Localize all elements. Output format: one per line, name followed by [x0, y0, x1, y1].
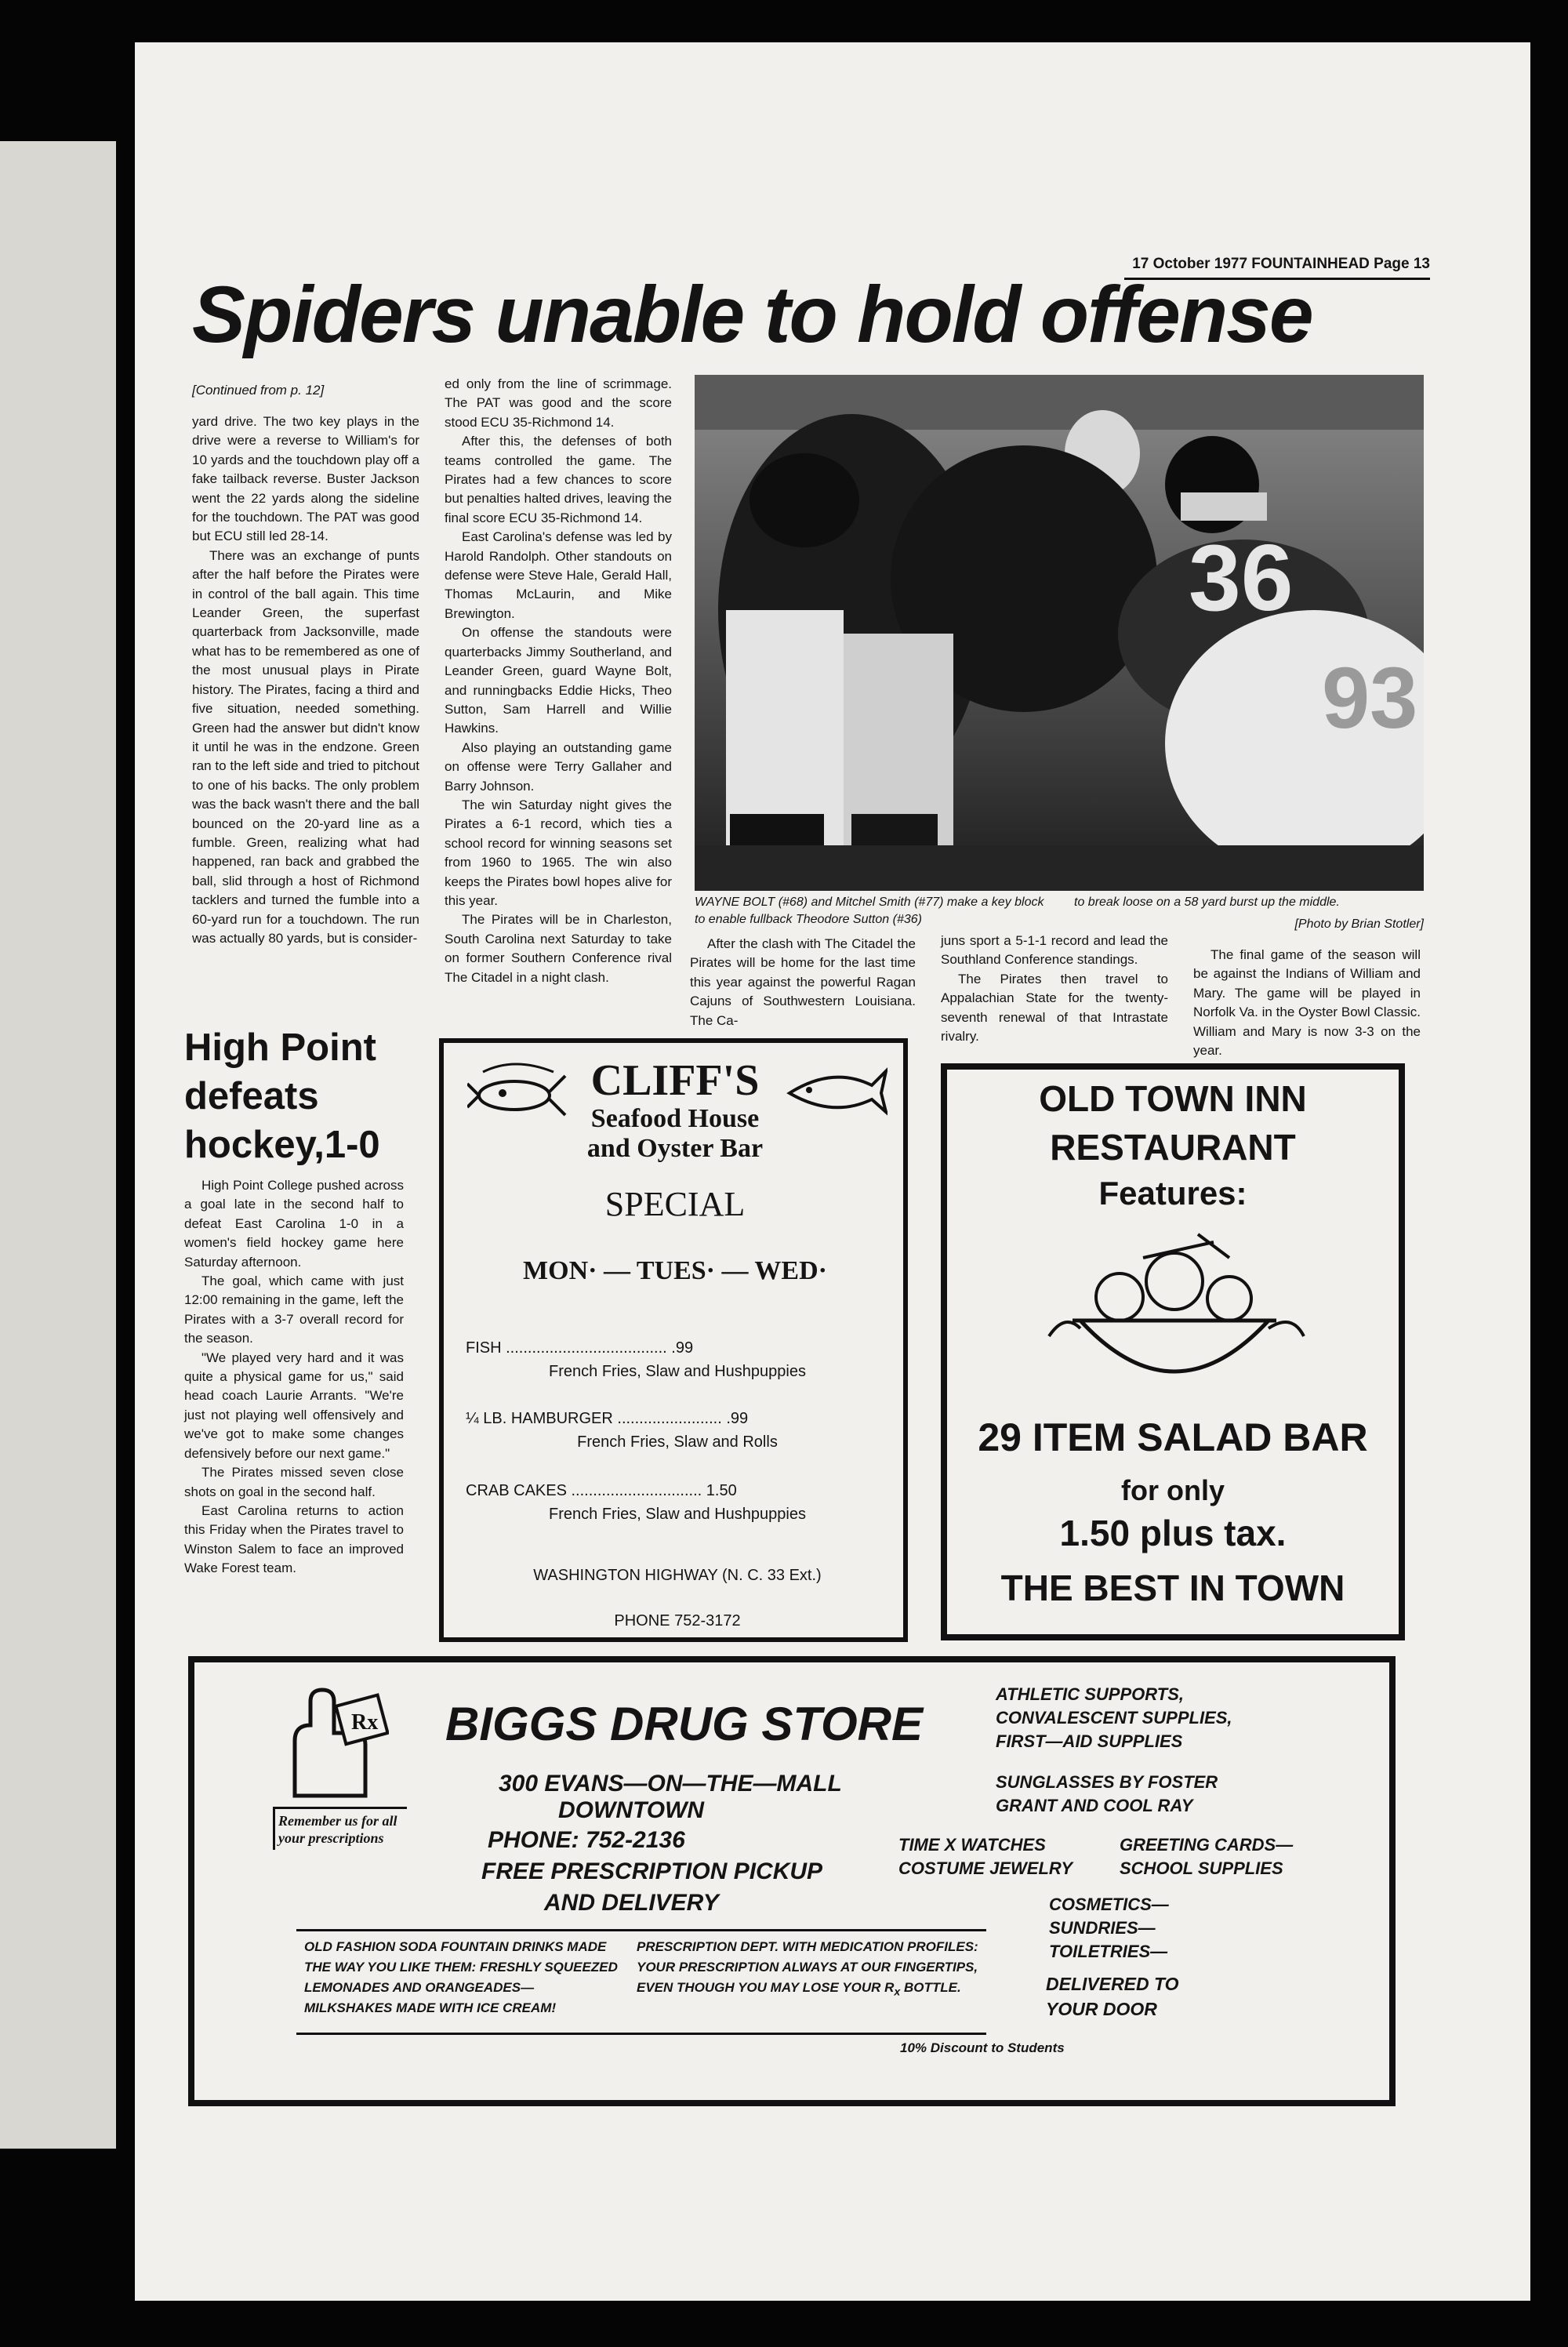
photo-caption-left: WAYNE BOLT (#68) and Mitchel Smith (#77) make a key block to enable fullback Theodore Sutton (#36)	[695, 896, 1044, 926]
cliffs-address: WASHINGTON HIGHWAY (N. C. 33 Ext.)	[533, 1567, 822, 1584]
profiles-text-end: BOTTLE.	[900, 1980, 961, 1995]
cliffs-name: CLIFF'S	[590, 1056, 760, 1105]
story-paragraph: On offense the standouts were quarterbacks Jimmy Southerland, and Leander Green, guard Wayne Bolt, and runningbacks Eddie Hicks, Theo Sutton, Sam Harrell and Willie Hawkins.	[445, 625, 672, 736]
biggs-address1: 300 EVANS—ON—THE—MALL	[499, 1771, 842, 1797]
menu-item-fish	[466, 1339, 889, 1357]
profiles-text: PRESCRIPTION DEPT. WITH MEDICATION PROFILES: YOUR PRESCRIPTION ALWAYS AT OUR FINGERTIPS, EVEN THOUGH YOU MAY LOSE YOUR R	[637, 1939, 978, 1995]
hand-rx-icon	[279, 1686, 389, 1804]
cliffs-days: MON· — TUES· — WED·	[523, 1256, 827, 1285]
story-column-4	[941, 932, 1168, 1046]
story-paragraph: There was an exchange of punts after the half before the Pirates were in control of the ball again. This time Leander Green, the superfast quarterback from Jacksonville, made what has to be remembered as one of the most unusual plays in Pirate history. The Pirates, facing a third and five situation, needed something. Green had the answer but didn't know it until he was in the endzone. Green ran to the left side and tried to pitchout to one of his backs. The only problem was the back wasn't there and the ball bounced on the 20-yard line as a fumble. Green, realizing what had happened, ran back and grabbed the ball, slid through a host of Richmond tacklers and turned the fumble into a 60-yard run for a touchdown. The run was actually 80 yards, but is consider-	[192, 547, 419, 946]
story-paragraph: East Carolina returns to action this Friday when the Pirates travel to Winston Salem to face an improved Wake Forest team.	[184, 1502, 404, 1576]
story-paragraph: The final game of the season will be against the Indians of William and Mary. The game will be played in Norfolk Va. in the Oyster Bowl Classic. William and Mary is now 3-3 on the year.	[1193, 947, 1421, 1059]
menu-item-price: .99	[671, 1339, 694, 1357]
story-column-5	[1193, 946, 1421, 1060]
menu-item-crab-cakes	[466, 1482, 889, 1500]
remember-note: Remember us for all your prescriptions	[273, 1807, 407, 1850]
oldtown-line4: 29 ITEM SALAD BAR	[978, 1415, 1368, 1459]
biggs-right-line: GRANT AND COOL RAY	[996, 1796, 1193, 1815]
oldtown-line3: Features:	[1098, 1175, 1247, 1212]
continued-note: [Continued from p. 12]	[192, 383, 325, 398]
biggs-title: BIGGS DRUG STORE	[445, 1698, 923, 1750]
main-headline: Spiders unable to hold offense	[192, 270, 1312, 359]
menu-item-hamburger	[466, 1410, 889, 1428]
hockey-headline-line: hockey,1-0	[184, 1124, 380, 1166]
oldtown-line5: for only	[1121, 1474, 1225, 1506]
oldtown-line7: THE BEST IN TOWN	[1000, 1568, 1345, 1608]
cliffs-ad	[439, 1038, 908, 1642]
oldtown-line6: 1.50 plus tax.	[1059, 1513, 1287, 1553]
football-photo-image	[695, 375, 1424, 891]
biggs-divider	[296, 2033, 986, 2035]
menu-item-dots: ........................	[617, 1410, 722, 1427]
story-paragraph: Also playing an outstanding game on offense were Terry Gallaher and Barry Johnson.	[445, 739, 672, 794]
biggs-services-5	[1049, 1893, 1284, 1964]
menu-item-dots: .....................................	[506, 1339, 667, 1357]
menu-item-sides: French Fries, Slaw and Rolls	[577, 1433, 778, 1451]
cliffs-line2: Seafood House	[590, 1104, 760, 1133]
oldtown-ad	[941, 1063, 1405, 1640]
biggs-ad	[188, 1656, 1396, 2106]
biggs-list-line: SUNDRIES—	[1049, 1918, 1156, 1938]
biggs-right-line: SUNGLASSES BY FOSTER	[996, 1772, 1218, 1792]
menu-item-name: FISH	[466, 1339, 502, 1357]
story-paragraph: East Carolina's defense was led by Harold Randolph. Other standouts on defense were Steve Hale, Gerald Hall, Thomas McLaurin, and Mike Brewington.	[445, 529, 672, 621]
menu-item-sides: French Fries, Slaw and Hushpuppies	[549, 1506, 806, 1523]
story-column-2	[445, 375, 672, 987]
oldtown-line1: OLD TOWN INN	[1039, 1078, 1307, 1119]
story-paragraph: juns sport a 5-1-1 record and lead the Southland Conference standings.	[941, 933, 1168, 968]
hockey-headline	[184, 1023, 419, 1169]
biggs-divider	[296, 1929, 986, 1931]
biggs-services-4	[1120, 1833, 1355, 1880]
photo-credit: [Photo by Brian Stotler]	[1294, 917, 1424, 931]
football-photo	[695, 375, 1424, 891]
biggs-mid-line: COSTUME JEWELRY	[898, 1858, 1073, 1878]
biggs-soda-fountain: OLD FASHION SODA FOUNTAIN DRINKS MADE THE WAY YOU LIKE THEM: FRESHLY SQUEEZED LEMONADES AND ORANGEADES— MILKSHAKES MADE WITH ICE CREAM!	[304, 1939, 618, 2015]
biggs-prescription-profiles	[637, 1937, 982, 2002]
hockey-headline-line: High Point	[184, 1026, 376, 1069]
biggs-mid-line: SCHOOL SUPPLIES	[1120, 1858, 1283, 1878]
biggs-address2: DOWNTOWN	[558, 1797, 705, 1823]
hockey-story-body	[184, 1176, 404, 1579]
menu-item-price: .99	[726, 1410, 749, 1427]
menu-item-price: 1.50	[706, 1482, 737, 1499]
story-paragraph: High Point College pushed across a goal late in the second half to defeat East Carolina 1-0 in a women's field hockey game here Saturday afternoon.	[184, 1178, 404, 1270]
story-column-3	[690, 935, 916, 1030]
story-paragraph: "We played very hard and it was quite a physical game for us," said head coach Laurie Arrants. "We're just not playing well offensively and we've got to make some changes defensively before our next game."	[184, 1350, 404, 1461]
story-paragraph: After the clash with The Citadel the Pirates will be home for the last time this year against the powerful Ragan Cajuns of Southwestern Louisiana. The Ca-	[690, 936, 916, 1028]
story-paragraph: The win Saturday night gives the Pirates a 6-1 record, which ties a school record for winning seasons set from 1960 to 1965. The win also keeps the Pirates bowl hopes alive for this year.	[445, 797, 672, 908]
profiles-rx-subscript: x	[894, 1986, 901, 1999]
menu-item-sides: French Fries, Slaw and Hushpuppies	[549, 1363, 806, 1380]
story-paragraph: The Pirates then travel to Appalachian State for the twenty-seventh renewal of that Intrastate rivalry.	[941, 971, 1168, 1045]
cliffs-line3: and Oyster Bar	[586, 1134, 764, 1163]
menu-item-name: ¼ LB. HAMBURGER	[466, 1410, 613, 1427]
biggs-list-line: COSMETICS—	[1049, 1895, 1169, 1914]
biggs-pickup2: AND DELIVERY	[544, 1890, 719, 1916]
biggs-mid-line: TIME X WATCHES	[898, 1835, 1046, 1855]
rx-symbol: Rx	[351, 1710, 379, 1735]
biggs-pickup1: FREE PRESCRIPTION PICKUP	[481, 1858, 823, 1884]
biggs-right-line: FIRST—AID SUPPLIES	[996, 1731, 1183, 1751]
story-paragraph: After this, the defenses of both teams controlled the game. The Pirates had a few chances to score but penalties halted drives, leaving the final score ECU 35-Richmond 14.	[445, 434, 672, 525]
menu-item-name: CRAB CAKES	[466, 1482, 567, 1499]
biggs-deliver-line: YOUR DOOR	[1046, 1999, 1157, 2019]
photo-caption-right: to break loose on a 58 yard burst up the middle.	[1074, 896, 1340, 909]
hockey-headline-line: defeats	[184, 1075, 319, 1117]
story-paragraph: ed only from the line of scrimmage. The PAT was good and the score stood ECU 35-Richmond 14.	[445, 376, 672, 430]
cliffs-special: SPECIAL	[604, 1185, 746, 1223]
menu-item-dots: ..............................	[571, 1482, 702, 1499]
biggs-mid-line: GREETING CARDS—	[1120, 1835, 1294, 1855]
cliffs-phone: PHONE 752-3172	[614, 1612, 741, 1629]
adjacent-page-edge	[0, 141, 116, 2149]
story-paragraph: The Pirates missed seven close shots on goal in the second half.	[184, 1465, 404, 1499]
biggs-right-line: CONVALESCENT SUPPLIES,	[996, 1708, 1232, 1728]
biggs-right-line: ATHLETIC SUPPORTS,	[996, 1684, 1184, 1704]
story-paragraph: The goal, which came with just 12:00 remaining in the game, left the Pirates with a 3-7 overall record for the season.	[184, 1273, 404, 1346]
biggs-list-line: TOILETRIES—	[1049, 1942, 1168, 1961]
oldtown-line2: RESTAURANT	[1050, 1127, 1296, 1168]
biggs-services-3	[898, 1833, 1118, 1880]
biggs-services-2	[996, 1771, 1356, 1818]
story-column-1	[192, 412, 419, 948]
biggs-deliver-line: DELIVERED TO	[1046, 1974, 1179, 1994]
biggs-phone: PHONE: 752-2136	[488, 1827, 685, 1853]
story-paragraph: The Pirates will be in Charleston, South Carolina next Saturday to take on former Southern Conference rival The Citadel in a night clash.	[445, 912, 672, 985]
biggs-services-1	[996, 1683, 1356, 1753]
svg-text:36: 36	[1189, 525, 1294, 630]
svg-text:93: 93	[1322, 650, 1418, 747]
salad-bowl-icon	[1033, 1226, 1316, 1407]
page-folio: 17 October 1977 FOUNTAINHEAD Page 13	[1132, 256, 1430, 272]
biggs-delivery	[1046, 1971, 1281, 2022]
story-paragraph: yard drive. The two key plays in the drive were a reverse to William's for 10 yards and the touchdown play off a fake tailback reverse. Buster Jackson went the 22 yards along the sideline for the touchdown. The PAT was good but ECU still led 28-14.	[192, 414, 419, 544]
biggs-discount: 10% Discount to Students	[900, 2040, 1065, 2055]
